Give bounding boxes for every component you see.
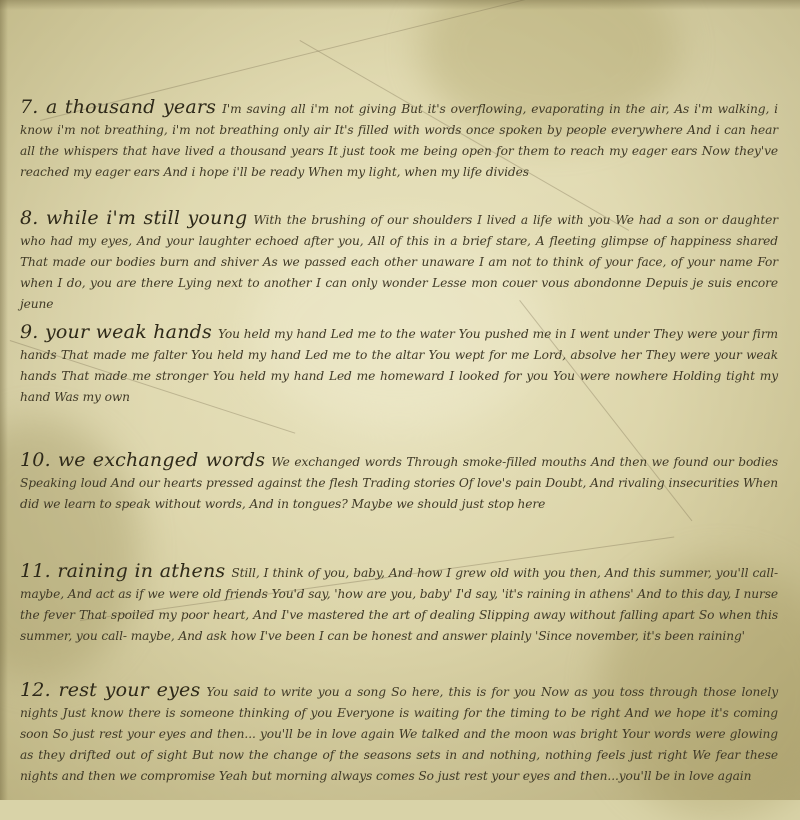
song-lyrics: We exchanged words Through smoke-filled mouths And then we found our bodies Speaking loud And our hearts pressed against the flesh Trading stories Of love's pain Doubt, And rivaling insecurities When did we learn to speak without words, And in tongues? Maybe we should just stop here [20, 455, 778, 511]
song-entry-9 [20, 322, 778, 408]
song-title: 9. your weak hands [20, 321, 212, 343]
song-entry-11 [20, 561, 778, 647]
song-entry-7 [20, 97, 778, 183]
song-entry-10 [20, 450, 778, 515]
song-title: 7. a thousand years [20, 96, 217, 118]
song-title: 11. raining in athens [20, 560, 226, 582]
song-entry-12 [20, 680, 778, 787]
song-lyrics: With the brushing of our shoulders I lived a life with you We had a son or daughter who had my eyes, And your laughter echoed after you, All of this in a brief stare, A fleeting glimpse of happiness shared That made our bodies burn and shiver As we passed each other unaware I am not to think of your face, of your name For when I do, you are there Lying next to another I can only wonder Lesse mon couer vous abondonne Depuis je suis encore jeune [20, 213, 778, 311]
song-lyrics: I'm saving all i'm not giving But it's overflowing, evaporating in the air, As i'm walking, i know i'm not breathing, i'm not breathing only air It's filled with words once spoken by people everywhere And i can hear all the whispers that have lived a thousand years It just took me being open for them to reach my eager ears Now they've reached my eager ears And i hope i'll be ready When my light, when my life divides [20, 102, 778, 179]
song-lyrics: You said to write you a song So here, this is for you Now as you toss through those lonely nights Just know there is someone thinking of you Everyone is waiting for the timing to be right And we hope it's coming soon So just rest your eyes and then... you'll be in love again We talked and the moon was bright Your words were glowing as they drifted out of sight But now the change of the seasons sets in and nothing, nothing feels just right We fear these nights and then we compromise Yeah but morning always comes So just rest your eyes and then...you'll be in love again [20, 685, 778, 783]
paper-edge-left [0, 0, 8, 800]
song-entry-8 [20, 208, 778, 315]
song-lyrics: Still, I think of you, baby, And how I grew old with you then, And this summer, you'll call- maybe, And act as if we were old friends You'd say, 'how are you, baby' I'd say, 'it's raining in athens' And to this day, I nurse the fever That spoiled my poor heart, And I've mastered the art of dealing Slipping away without falling apart So when this summer, you call- maybe, And ask how I've been I can be honest and answer plainly 'Since november, it's been raining' [20, 566, 778, 643]
song-lyrics: You held my hand Led me to the water You pushed me in I went under They were your firm hands That made me falter You held my hand Led me to the altar You wept for me Lord, absolve her They were your weak hands That made me stronger You held my hand Led me homeward I looked for you You were nowhere Holding tight my hand Was my own [20, 327, 778, 404]
song-title: 10. we exchanged words [20, 449, 266, 471]
song-title: 8. while i'm still young [20, 207, 248, 229]
paper-edge-top [0, 0, 800, 10]
song-title: 12. rest your eyes [20, 679, 201, 701]
